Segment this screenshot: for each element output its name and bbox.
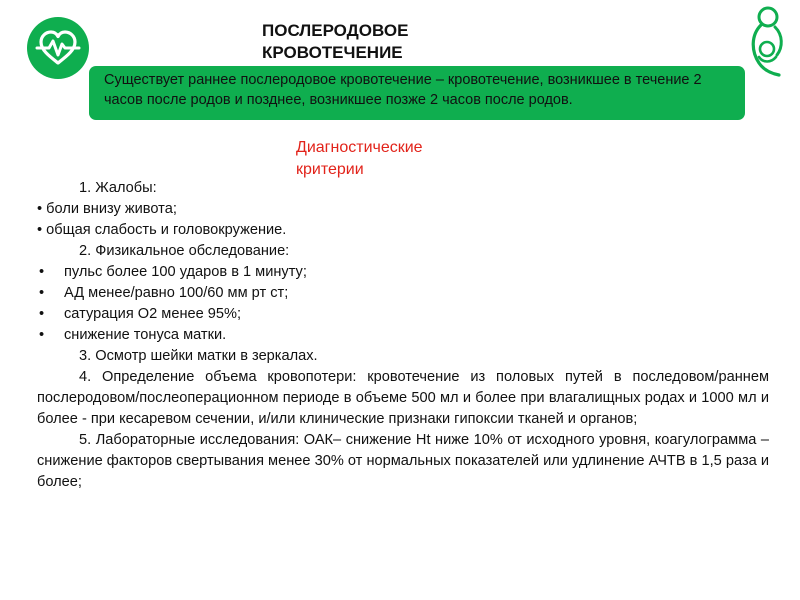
complaint-item: • боли внизу живота;: [37, 201, 177, 217]
page-title: ПОСЛЕРОДОВОЕ КРОВОТЕЧЕНИЕ: [262, 21, 409, 62]
section-subtitle: Диагностические критерии: [296, 139, 423, 178]
lab-tests-item: 5. Лабораторные исследования: ОАК– снижение Нt ниже 10% от исходного уровня, коагулограмма – снижение факторов свертывания менее 30% от нормальных показателей или удлинение АЧТВ в 1,5 раза и более;: [37, 432, 769, 490]
mother-child-icon: [745, 5, 787, 77]
diagnostic-criteria-list: [37, 178, 769, 493]
exam-item-text: сатурация O2 менее 95%;: [64, 306, 242, 322]
complaint-item: • общая слабость и головокружение.: [37, 222, 287, 238]
bullet-icon: •: [39, 327, 45, 343]
definition-text: Существует раннее послеродовое кровотечение – кровотечение, возникшее в течение 2 часов после родов и позднее, возникшее позже 2 часов после родов.: [104, 72, 702, 108]
bullet-icon: •: [39, 285, 45, 301]
exam-item-text: АД менее/равно 100/60 мм рт ст;: [64, 285, 289, 301]
exam-item: [37, 304, 769, 325]
blood-loss-item: 4. Определение объема кровопотери: кровотечение из половых путей в последовом/раннем послеродовом/послеоперационном периоде в объеме 500 мл и более при влагалищных родах и 1000 мл и более - при кесаревом сечении, и/или клинические признаки гипоксии тканей и органов;: [37, 369, 769, 427]
exam-item-text: снижение тонуса матки.: [64, 327, 227, 343]
exam-item: [37, 283, 769, 304]
bullet-icon: •: [39, 264, 45, 280]
exam-item: [37, 325, 769, 346]
cervix-exam-item: 3. Осмотр шейки матки в зеркалах.: [79, 348, 318, 364]
exam-item: [37, 262, 769, 283]
complaints-heading: 1. Жалобы:: [79, 180, 157, 196]
exam-item-text: пульс более 100 ударов в 1 минуту;: [64, 264, 307, 280]
exam-heading: 2. Физикальное обследование:: [79, 243, 290, 259]
bullet-icon: •: [39, 306, 45, 322]
heart-pulse-icon: [27, 17, 89, 79]
